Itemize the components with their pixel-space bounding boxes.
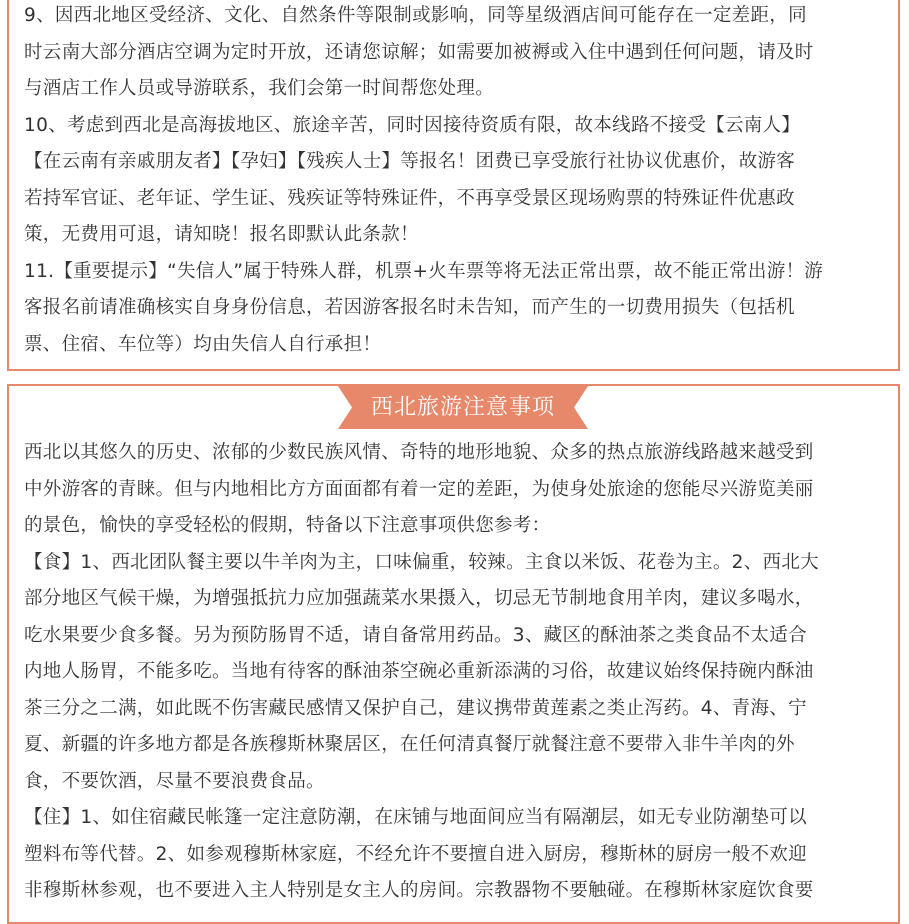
section-title: 西北旅游注意事项 — [370, 395, 555, 420]
notice-line: 9、因西北地区受经济、文化、自然条件等限制或影响，同等星级酒店间可能存在一定差距，同 — [24, 5, 807, 26]
notice-line: 票、住宿、车位等）均由失信人自行承担！ — [24, 333, 382, 355]
notice-line: 时云南大部分酒店空调为定时开放，还请您谅解；如需要加被褥或入住中遇到任何问题，请及时 — [24, 41, 814, 63]
travel-notes-line: 【食】1、西北团队餐主要以牛羊肉为主，口味偏重，较辣。主食以米饭、花卷为主。2、西北大 — [24, 551, 819, 573]
travel-notes-line: 内地人肠胃，不能多吃。当地有待客的酥油茶空碗必重新添满的习俗，故建议始终保持碗内酥油 — [24, 661, 814, 682]
notice-section — [7, 0, 900, 371]
notice-line: 10、考虑到西北是高海拔地区、旅途辛苦，同时因接待资质有限，故本线路不接受【云南人】 — [24, 114, 801, 136]
travel-notes-line: 【住】1、如住宿藏民帐篷一定注意防潮，在床铺与地面间应当有隔潮层，如无专业防潮垫可以 — [24, 807, 807, 828]
travel-notes-paragraph — [24, 435, 892, 910]
travel-notes-line: 夏、新疆的许多地方都是各族穆斯林聚居区，在任何清真餐厅就餐注意不要带入非牛羊肉的外 — [24, 734, 795, 755]
notice-line: 【在云南有亲戚朋友者】【孕妇】【残疾人士】等报名！团费已享受旅行社协议优惠价，故游客 — [24, 151, 796, 172]
notice-paragraph — [24, 0, 892, 363]
notice-line: 客报名前请准确核实自身身份信息，若因游客报名时未告知，而产生的一切费用损失（包括机 — [24, 297, 795, 318]
travel-notes-section — [7, 384, 900, 924]
travel-notes-line: 吃水果要少食多餐。另为预防肠胃不适，请自备常用药品。3、藏区的酥油茶之类食品不太适合 — [24, 624, 807, 646]
notice-line: 11.【重要提示】“失信人”属于特殊人群，机票+火车票等将无法正常出票，故不能正常出游！游 — [24, 260, 824, 282]
travel-notes-line: 塑料布等代替。2、如参观穆斯林家庭，不经允许不要擅自进入厨房，穆斯林的厨房一般不欢迎 — [24, 843, 807, 865]
notice-line: 与酒店工作人员或导游联系，我们会第一时间帮您处理。 — [24, 78, 495, 99]
notice-line: 策，无费用可退，请知晓！报名即默认此条款！ — [24, 224, 419, 245]
travel-notes-line: 西北以其悠久的历史、浓郁的少数民族风情、奇特的地形地貌、众多的热点旅游线路越来越受到 — [24, 442, 814, 463]
travel-notes-line: 部分地区气候干燥，为增强抵抗力应加强蔬菜水果摄入，切忌无节制地食用羊肉，建议多喝水， — [24, 588, 814, 609]
travel-notes-line: 非穆斯林参观，也不要进入主人特别是女主人的房间。宗教器物不要触碰。在穆斯林家庭饮食要 — [24, 880, 814, 901]
travel-notes-line: 中外游客的青睐。但与内地相比方方面面都有着一定的差距，为使身处旅途的您能尽兴游览美丽 — [24, 478, 814, 500]
travel-notes-line: 的景色，愉快的享受轻松的假期，特备以下注意事项供您参考： — [24, 515, 551, 536]
travel-notes-line: 食，不要饮酒，尽量不要浪费食品。 — [24, 770, 325, 792]
travel-notes-line: 茶三分之二满，如此既不伤害藏民感情又保护自己，建议携带黄莲素之类止泻药。4、青海、宁 — [24, 697, 807, 719]
section-title-banner — [338, 386, 588, 429]
notice-line: 若持军官证、老年证、学生证、残疾证等特殊证件，不再享受景区现场购票的特殊证件优惠政 — [24, 187, 795, 209]
